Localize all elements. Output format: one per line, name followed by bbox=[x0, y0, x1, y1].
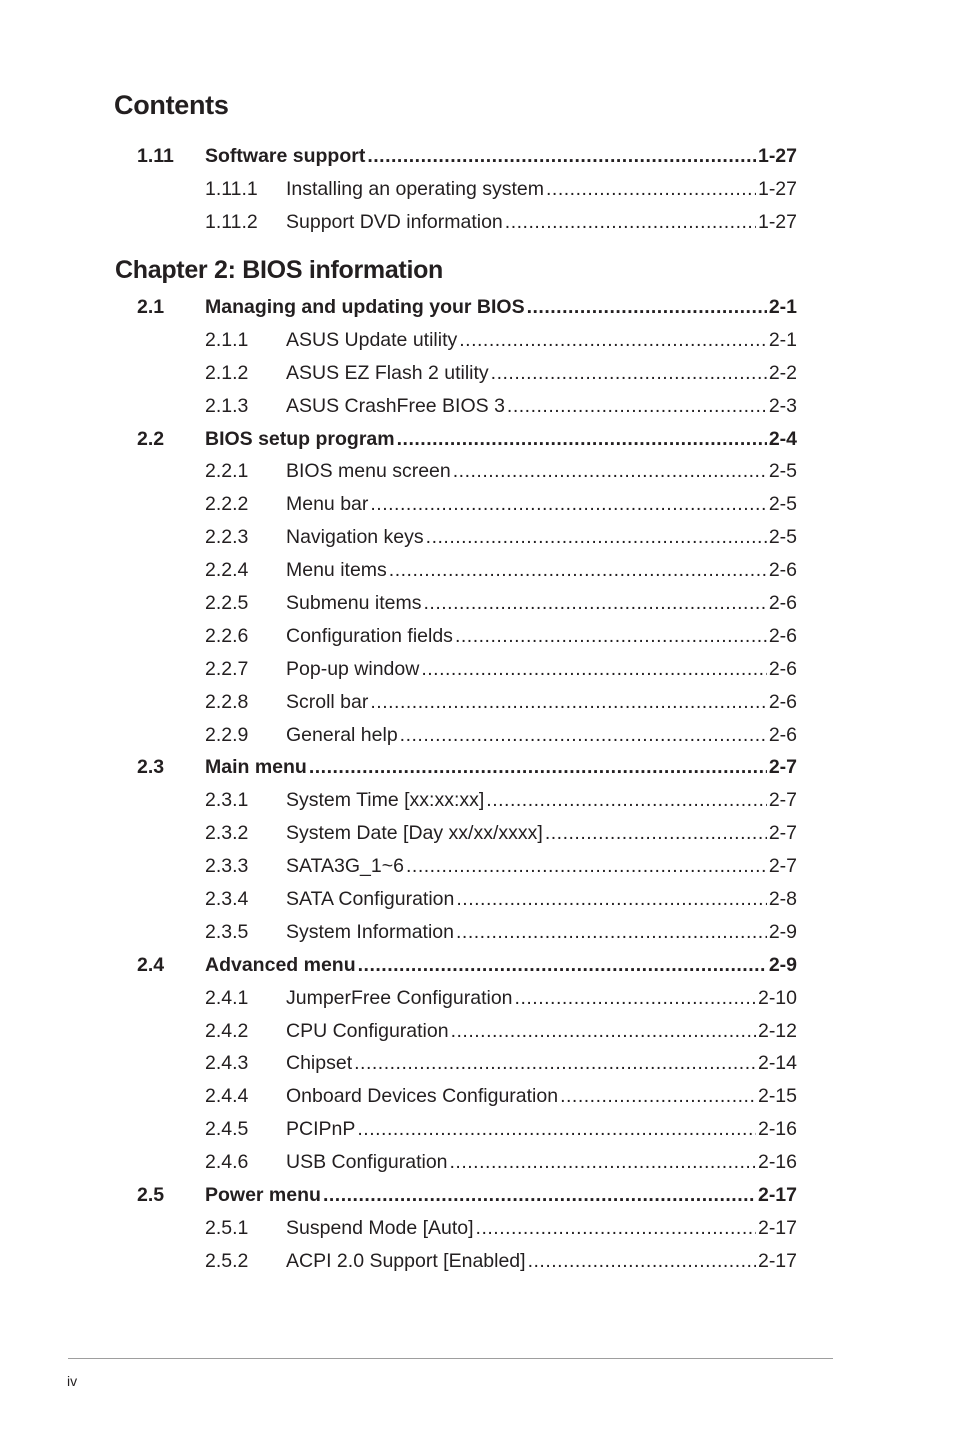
toc-entry-number: 2.5 bbox=[137, 1184, 165, 1207]
toc-entry-line bbox=[286, 653, 797, 686]
toc-entry-page: 2-6 bbox=[768, 559, 797, 582]
toc-entry-title: Onboard Devices Configuration bbox=[286, 1085, 559, 1108]
toc-subsection-entry[interactable] bbox=[0, 686, 954, 719]
toc-entry-line bbox=[286, 587, 797, 620]
toc-entry-number: 2.3.2 bbox=[205, 822, 249, 845]
toc-entry-page: 2-9 bbox=[768, 920, 797, 943]
toc-entry-line bbox=[286, 1212, 797, 1245]
toc-entry-page: 2-5 bbox=[768, 460, 797, 483]
toc-subsection-entry[interactable] bbox=[0, 390, 954, 423]
toc-entry-number: 2.3 bbox=[137, 756, 165, 779]
toc-entry-page: 2-7 bbox=[768, 855, 797, 878]
toc-entry-title: Support DVD information bbox=[286, 210, 503, 233]
toc-subsection-entry[interactable] bbox=[0, 1015, 954, 1048]
toc-entry-page: 2-5 bbox=[768, 493, 797, 516]
toc-subsection-entry[interactable] bbox=[0, 1113, 954, 1146]
toc-dot-leader bbox=[323, 1179, 756, 1212]
toc-entry-line bbox=[286, 455, 797, 488]
toc-dot-leader bbox=[309, 751, 767, 784]
toc-entry-title: PCIPnP bbox=[286, 1118, 356, 1141]
toc-dot-leader bbox=[546, 173, 756, 206]
toc-section-entry[interactable] bbox=[0, 291, 954, 324]
toc-entry-title: ASUS EZ Flash 2 utility bbox=[286, 361, 489, 384]
toc-subsection-entry[interactable] bbox=[0, 1212, 954, 1245]
toc-entry-number: 2.4.2 bbox=[205, 1019, 249, 1042]
toc-dot-leader bbox=[545, 817, 767, 850]
toc-entry-title: USB Configuration bbox=[286, 1151, 448, 1174]
toc-entry-number: 2.2.5 bbox=[205, 592, 249, 615]
toc-entry-line bbox=[286, 206, 797, 239]
toc-entry-number: 2.4.6 bbox=[205, 1151, 249, 1174]
toc-dot-leader bbox=[423, 587, 766, 620]
toc-entry-page: 2-1 bbox=[768, 328, 797, 351]
toc-entry-page: 2-5 bbox=[768, 526, 797, 549]
toc-entry-number: 2.1.2 bbox=[205, 361, 249, 384]
toc-section-entry[interactable] bbox=[0, 423, 954, 456]
toc-entry-line bbox=[286, 784, 797, 817]
toc-entry-number: 2.2.3 bbox=[205, 526, 249, 549]
toc-dot-leader bbox=[358, 949, 767, 982]
toc-entry-page: 2-6 bbox=[768, 690, 797, 713]
toc-entry-title: ASUS Update utility bbox=[286, 328, 458, 351]
toc-entry-page: 2-1 bbox=[768, 296, 797, 318]
bios-toc-list bbox=[0, 291, 954, 1278]
toc-entry-page: 1-27 bbox=[757, 210, 797, 233]
toc-entry-number: 2.2.7 bbox=[205, 657, 249, 680]
toc-entry-number: 2.4.4 bbox=[205, 1085, 249, 1108]
toc-dot-leader bbox=[528, 1245, 756, 1278]
toc-entry-number: 2.2.8 bbox=[205, 690, 249, 713]
toc-entry-page: 2-6 bbox=[768, 592, 797, 615]
footer-divider bbox=[68, 1358, 833, 1359]
toc-dot-leader bbox=[421, 653, 766, 686]
toc-entry-line bbox=[286, 1080, 797, 1113]
toc-dot-leader bbox=[400, 719, 767, 752]
toc-entry-line bbox=[205, 423, 797, 456]
toc-entry-number: 2.4.3 bbox=[205, 1052, 249, 1075]
toc-entry-line bbox=[286, 554, 797, 587]
toc-entry-title: BIOS setup program bbox=[205, 427, 395, 450]
toc-entry-page: 2-14 bbox=[757, 1052, 797, 1075]
toc-subsection-entry[interactable] bbox=[0, 521, 954, 554]
toc-dot-leader bbox=[560, 1080, 756, 1113]
toc-entry-title: SATA Configuration bbox=[286, 888, 455, 911]
toc-subsection-entry[interactable] bbox=[0, 653, 954, 686]
toc-subsection-entry[interactable] bbox=[0, 324, 954, 357]
toc-subsection-entry[interactable] bbox=[0, 850, 954, 883]
toc-entry-line bbox=[286, 883, 797, 916]
toc-entry-line bbox=[286, 982, 797, 1015]
toc-dot-leader bbox=[507, 390, 767, 423]
toc-entry-page: 2-3 bbox=[768, 394, 797, 417]
toc-entry-page: 2-2 bbox=[768, 361, 797, 384]
toc-entry-line bbox=[205, 140, 797, 173]
toc-entry-page: 2-16 bbox=[757, 1151, 797, 1174]
toc-dot-leader bbox=[397, 423, 767, 456]
toc-entry-line bbox=[286, 620, 797, 653]
toc-entry-page: 2-17 bbox=[757, 1216, 797, 1239]
toc-entry-line bbox=[286, 686, 797, 719]
toc-dot-leader bbox=[426, 521, 767, 554]
toc-entry-title: Navigation keys bbox=[286, 526, 424, 549]
toc-entry-title: System Information bbox=[286, 920, 454, 943]
toc-dot-leader bbox=[456, 916, 767, 949]
toc-dot-leader bbox=[451, 1015, 756, 1048]
toc-entry-page: 2-4 bbox=[768, 427, 797, 450]
toc-entry-page: 2-10 bbox=[757, 986, 797, 1009]
toc-subsection-entry[interactable] bbox=[0, 620, 954, 653]
footer-page-number: iv bbox=[67, 1373, 78, 1389]
toc-subsection-entry[interactable] bbox=[0, 1146, 954, 1179]
toc-entry-title: Power menu bbox=[205, 1184, 321, 1207]
toc-entry-title: General help bbox=[286, 723, 398, 746]
toc-section-entry[interactable] bbox=[0, 1179, 954, 1212]
toc-entry-number: 2.3.4 bbox=[205, 888, 249, 911]
toc-entry-title: Menu bar bbox=[286, 493, 369, 516]
toc-entry-page: 2-17 bbox=[757, 1184, 797, 1207]
toc-entry-title: System Date [Day xx/xx/xxxx] bbox=[286, 822, 543, 845]
toc-entry-number: 2.2.2 bbox=[205, 493, 249, 516]
toc-subsection-entry[interactable] bbox=[0, 1047, 954, 1080]
toc-entry-title: ACPI 2.0 Support [Enabled] bbox=[286, 1249, 526, 1272]
toc-entry-number: 2.2.6 bbox=[205, 624, 249, 647]
toc-entry-line bbox=[286, 488, 797, 521]
toc-entry-title: SATA3G_1~6 bbox=[286, 855, 404, 878]
toc-dot-leader bbox=[486, 784, 767, 817]
toc-entry-number: 2.1.1 bbox=[205, 328, 249, 351]
toc-subsection-entry[interactable] bbox=[0, 883, 954, 916]
toc-entry-page: 2-16 bbox=[757, 1118, 797, 1141]
toc-subsection-entry[interactable] bbox=[0, 488, 954, 521]
software-toc-list bbox=[0, 140, 954, 239]
toc-entry-number: 1.11.2 bbox=[205, 210, 258, 233]
toc-dot-leader bbox=[491, 357, 767, 390]
toc-entry-title: Scroll bar bbox=[286, 690, 369, 713]
toc-dot-leader bbox=[453, 455, 767, 488]
toc-entry-number: 2.3.5 bbox=[205, 920, 249, 943]
toc-entry-title: Pop-up window bbox=[286, 657, 420, 680]
toc-entry-page: 2-6 bbox=[768, 624, 797, 647]
toc-subsection-entry[interactable] bbox=[0, 982, 954, 1015]
toc-entry-page: 1-27 bbox=[757, 145, 797, 167]
toc-entry-title: Configuration fields bbox=[286, 624, 453, 647]
toc-dot-leader bbox=[527, 291, 767, 324]
page-title: Contents bbox=[114, 90, 229, 120]
toc-entry-line bbox=[205, 751, 797, 784]
chapter-heading: Chapter 2: BIOS information bbox=[115, 256, 444, 284]
toc-subsection-entry[interactable] bbox=[0, 173, 954, 206]
toc-entry-line bbox=[205, 1179, 797, 1212]
toc-entry-page: 2-15 bbox=[757, 1085, 797, 1108]
toc-entry-number: 2.1.3 bbox=[205, 394, 249, 417]
toc-entry-title: Submenu items bbox=[286, 592, 422, 615]
toc-entry-page: 2-8 bbox=[768, 888, 797, 911]
toc-entry-number: 2.3.3 bbox=[205, 855, 249, 878]
toc-entry-page: 2-7 bbox=[768, 756, 797, 779]
toc-dot-leader bbox=[367, 140, 756, 173]
toc-entry-number: 2.5.2 bbox=[205, 1249, 249, 1272]
toc-entry-number: 2.2.1 bbox=[205, 460, 249, 483]
toc-entry-title: Software support bbox=[205, 145, 366, 167]
toc-dot-leader bbox=[476, 1212, 756, 1245]
toc-entry-line bbox=[286, 521, 797, 554]
toc-subsection-entry[interactable] bbox=[0, 455, 954, 488]
toc-entry-page: 2-6 bbox=[768, 657, 797, 680]
toc-entry-number: 2.2.9 bbox=[205, 723, 249, 746]
toc-section-entry[interactable] bbox=[0, 140, 954, 173]
toc-entry-page: 2-17 bbox=[757, 1249, 797, 1272]
toc-entry-number: 2.4.5 bbox=[205, 1118, 249, 1141]
toc-entry-title: Suspend Mode [Auto] bbox=[286, 1216, 474, 1239]
toc-entry-number: 1.11 bbox=[137, 145, 174, 167]
toc-dot-leader bbox=[505, 206, 756, 239]
toc-entry-line bbox=[286, 173, 797, 206]
toc-entry-line bbox=[286, 1245, 797, 1278]
toc-subsection-entry[interactable] bbox=[0, 817, 954, 850]
toc-entry-page: 2-12 bbox=[757, 1019, 797, 1042]
toc-entry-title: BIOS menu screen bbox=[286, 460, 451, 483]
toc-entry-page: 2-9 bbox=[768, 953, 797, 976]
toc-entry-title: Chipset bbox=[286, 1052, 353, 1075]
toc-entry-number: 2.4.1 bbox=[205, 986, 249, 1009]
toc-entry-title: Menu items bbox=[286, 559, 387, 582]
toc-entry-title: Advanced menu bbox=[205, 953, 356, 976]
toc-entry-line bbox=[205, 949, 797, 982]
toc-entry-title: Main menu bbox=[205, 756, 307, 779]
toc-entry-number: 2.3.1 bbox=[205, 789, 249, 812]
toc-entry-number: 2.5.1 bbox=[205, 1216, 249, 1239]
toc-dot-leader bbox=[455, 620, 767, 653]
toc-entry-title: Installing an operating system bbox=[286, 177, 544, 200]
toc-dot-leader bbox=[389, 554, 767, 587]
toc-entry-line bbox=[286, 850, 797, 883]
toc-entry-line bbox=[286, 719, 797, 752]
toc-subsection-entry[interactable] bbox=[0, 357, 954, 390]
toc-dot-leader bbox=[370, 488, 766, 521]
toc-entry-line bbox=[286, 1047, 797, 1080]
toc-entry-line bbox=[286, 390, 797, 423]
toc-entry-title: System Time [xx:xx:xx] bbox=[286, 789, 485, 812]
toc-entry-page: 2-7 bbox=[768, 822, 797, 845]
toc-entry-number: 2.2 bbox=[137, 427, 165, 450]
toc-section-entry[interactable] bbox=[0, 751, 954, 784]
toc-entry-title: JumperFree Configuration bbox=[286, 986, 513, 1009]
toc-entry-line bbox=[286, 1015, 797, 1048]
toc-entry-line bbox=[205, 291, 797, 324]
toc-subsection-entry[interactable] bbox=[0, 784, 954, 817]
toc-dot-leader bbox=[456, 883, 766, 916]
toc-section-entry[interactable] bbox=[0, 949, 954, 982]
toc-entry-page: 1-27 bbox=[757, 177, 797, 200]
toc-entry-title: ASUS CrashFree BIOS 3 bbox=[286, 394, 505, 417]
toc-dot-leader bbox=[450, 1146, 756, 1179]
toc-entry-page: 2-6 bbox=[768, 723, 797, 746]
toc-entry-line bbox=[286, 817, 797, 850]
toc-dot-leader bbox=[370, 686, 766, 719]
toc-dot-leader bbox=[459, 324, 767, 357]
toc-entry-line bbox=[286, 1146, 797, 1179]
toc-entry-title: CPU Configuration bbox=[286, 1019, 449, 1042]
toc-subsection-entry[interactable] bbox=[0, 587, 954, 620]
toc-entry-number: 2.4 bbox=[137, 953, 165, 976]
toc-entry-number: 1.11.1 bbox=[205, 177, 258, 200]
toc-entry-page: 2-7 bbox=[768, 789, 797, 812]
toc-entry-line bbox=[286, 357, 797, 390]
toc-entry-line bbox=[286, 916, 797, 949]
toc-entry-line bbox=[286, 1113, 797, 1146]
toc-subsection-entry[interactable] bbox=[0, 206, 954, 239]
toc-subsection-entry[interactable] bbox=[0, 1245, 954, 1278]
toc-entry-number: 2.2.4 bbox=[205, 559, 249, 582]
toc-subsection-entry[interactable] bbox=[0, 554, 954, 587]
toc-subsection-entry[interactable] bbox=[0, 1080, 954, 1113]
toc-subsection-entry[interactable] bbox=[0, 916, 954, 949]
toc-dot-leader bbox=[515, 982, 756, 1015]
toc-dot-leader bbox=[406, 850, 767, 883]
toc-dot-leader bbox=[354, 1047, 756, 1080]
toc-entry-line bbox=[286, 324, 797, 357]
toc-dot-leader bbox=[357, 1113, 756, 1146]
toc-subsection-entry[interactable] bbox=[0, 719, 954, 752]
toc-entry-title: Managing and updating your BIOS bbox=[205, 296, 525, 318]
toc-entry-number: 2.1 bbox=[137, 296, 165, 318]
